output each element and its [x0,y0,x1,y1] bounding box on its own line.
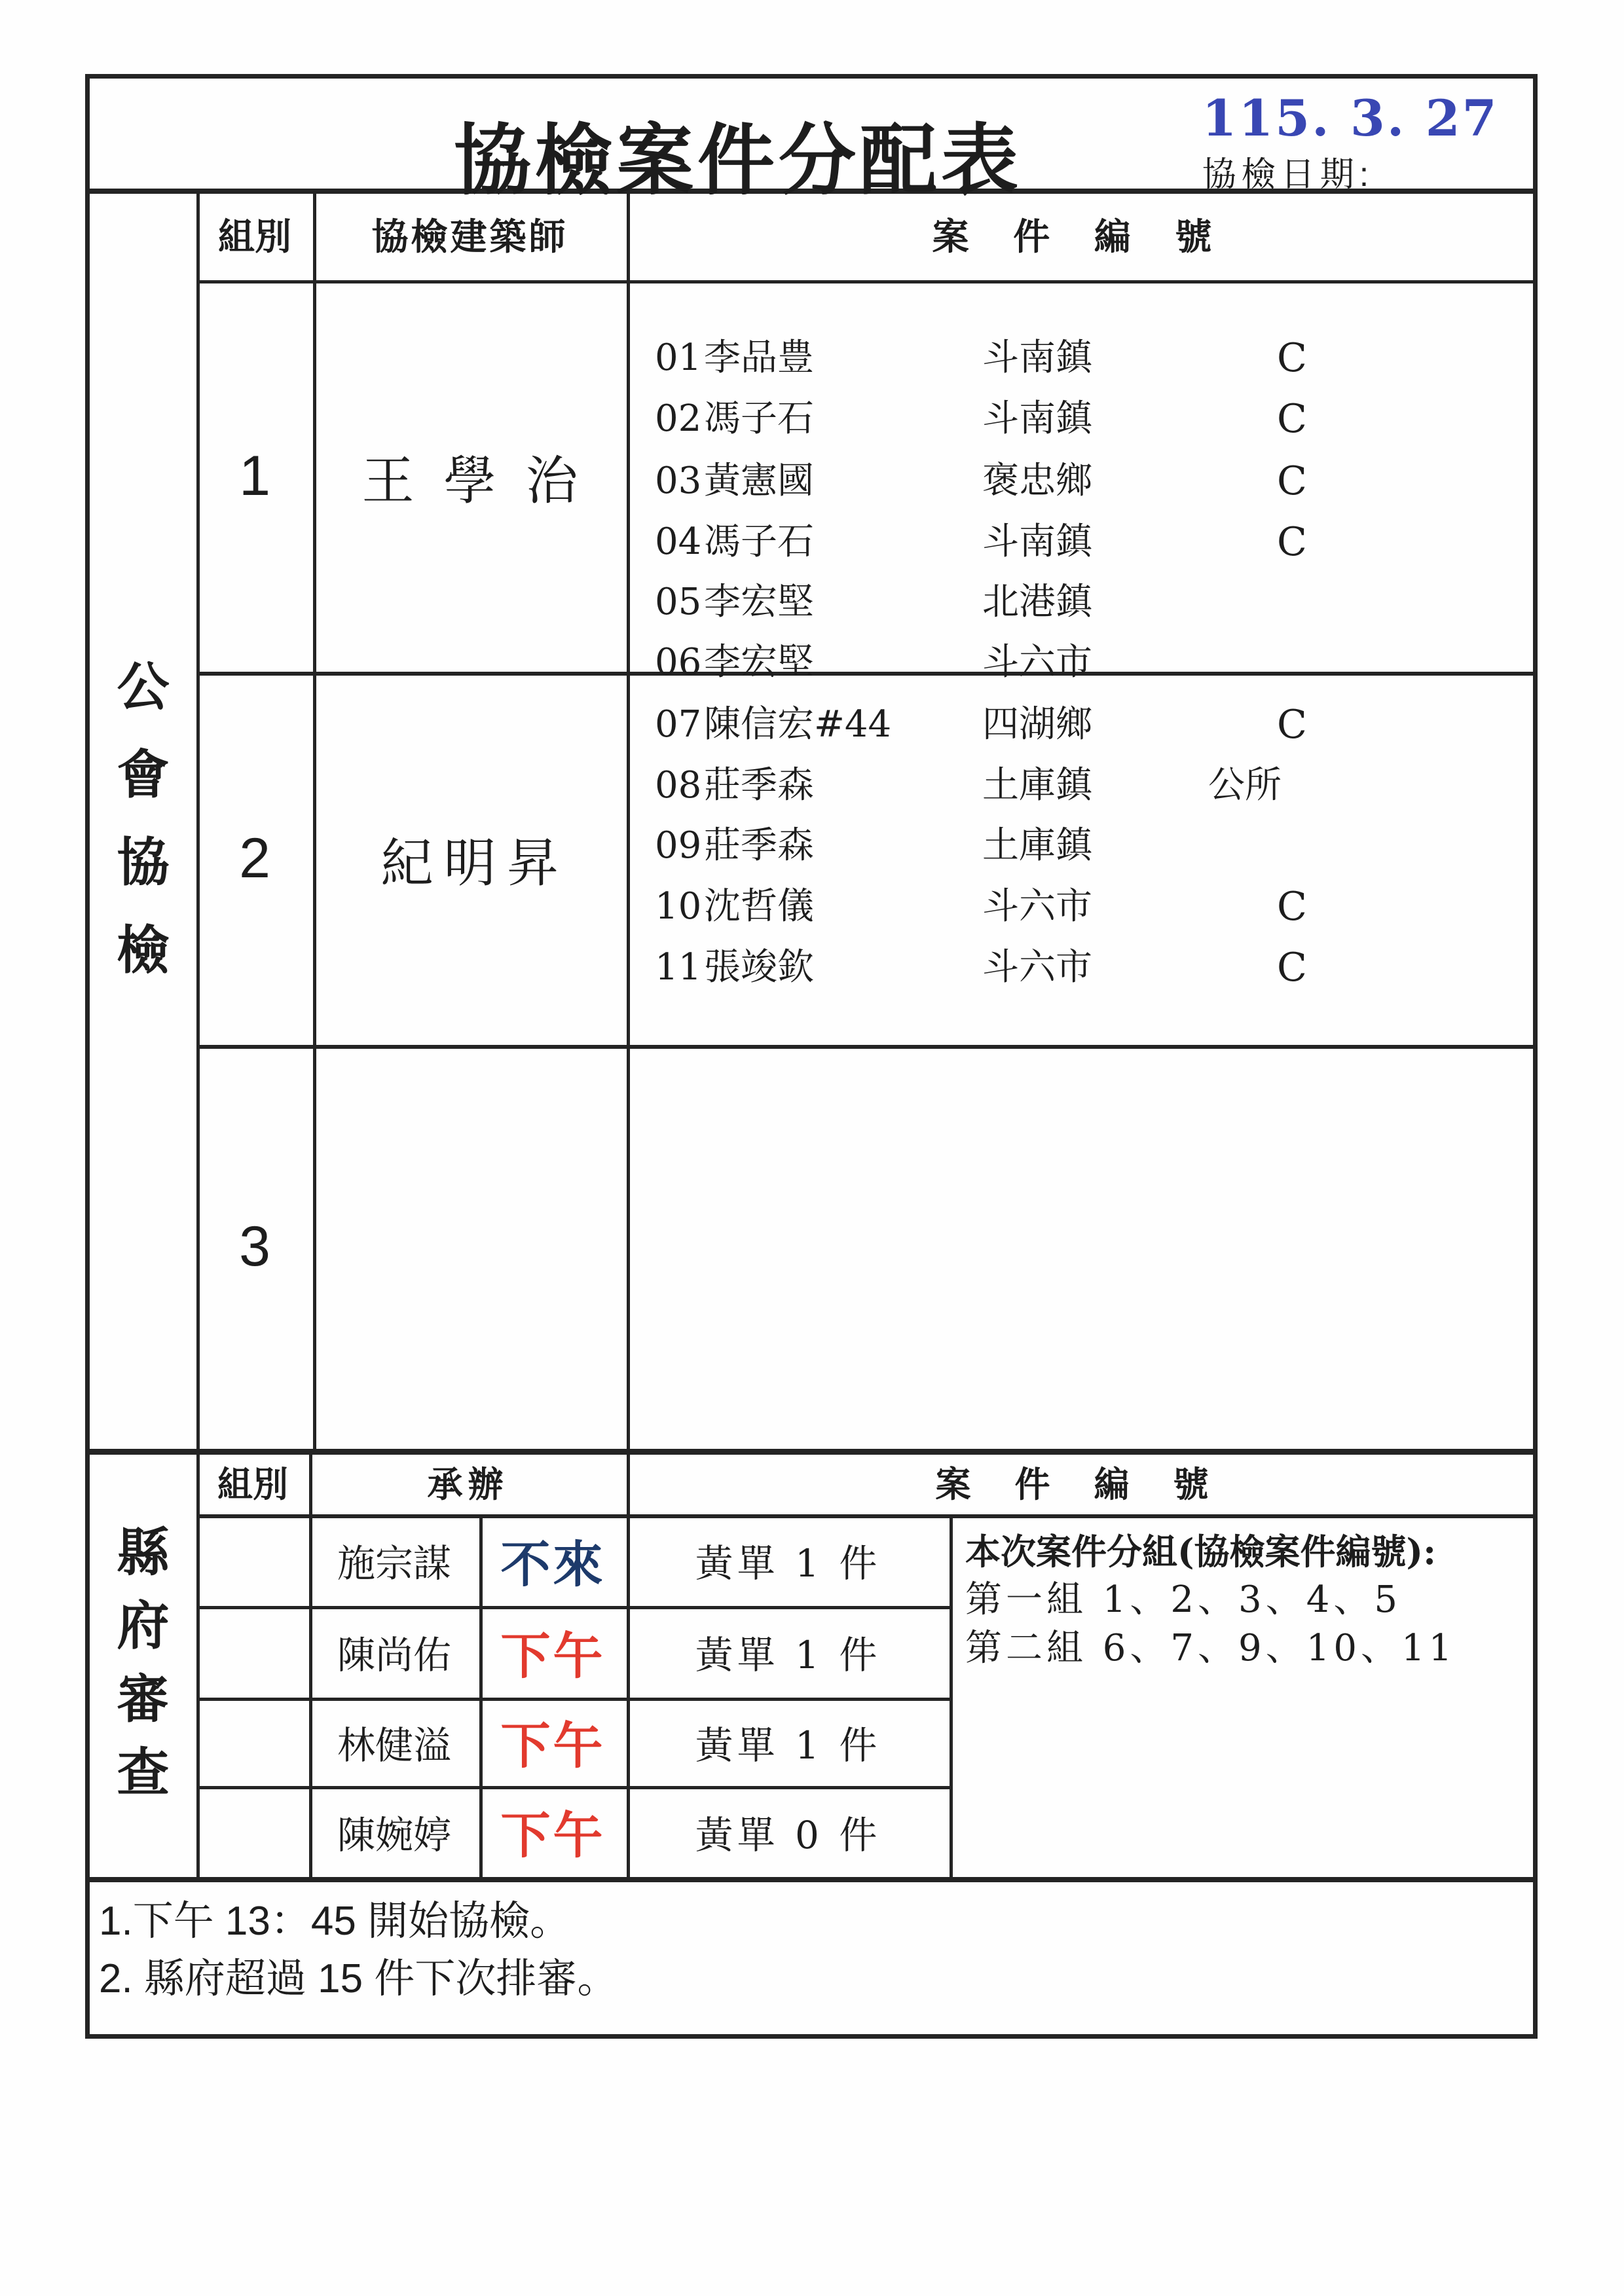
col-header-architect: 協檢建築師 [371,216,568,257]
case-number: 07 [655,703,702,746]
case-mark: C [1277,519,1307,565]
case-mark: C [1277,335,1307,381]
handler-name: 陳尚佑 [337,1633,451,1677]
col-header-case-no-county: 案 件 編 號 [935,1465,1226,1504]
handler-name: 施宗謀 [337,1541,451,1586]
case-name: 沈哲儀 [704,885,814,928]
case-town: 土庫鎮 [982,764,1092,807]
case-name: 李宏堅 [704,641,814,683]
handler-case-count: 黃單 1 件 [695,1722,881,1768]
inspection-date-label: 協檢日期: [1202,156,1375,194]
side-label-county: 縣府審查 [117,1523,170,1802]
handler-name: 陳婉婷 [337,1812,451,1857]
page-title: 協檢案件分配表 [453,118,1022,204]
assignment-form-table [85,74,1538,2039]
case-name: 李品豊 [704,337,814,379]
case-town: 斗南鎮 [982,397,1092,440]
case-number: 08 [655,764,702,807]
case-row [90,699,1534,751]
grouping-note-line2: 第二組 6、7、9、10、11 [965,1627,1456,1669]
case-row [90,941,1534,994]
case-row [90,516,1534,568]
case-number: 11 [655,946,702,989]
side-label-association: 公會協檢 [117,657,170,979]
case-town: 斗六市 [982,641,1092,683]
handler-name: 林健溢 [337,1722,451,1768]
case-town: 斗六市 [982,885,1092,928]
case-row [90,636,1534,689]
case-mark: C [1277,945,1307,991]
case-name: 馮子石 [704,397,814,440]
case-town: 北港鎮 [982,581,1092,623]
case-number: 09 [655,824,702,867]
group-number: 3 [239,1215,270,1278]
inspection-date-stamp: 115. 3. 27 [1202,89,1499,147]
case-row [90,455,1534,507]
case-town: 四湖鄉 [982,703,1092,746]
handler-status: 下午 [500,1628,606,1685]
case-name: 張竣欽 [704,946,814,989]
case-name: 陳信宏#44 [704,703,892,746]
handler-status: 不來 [500,1537,606,1593]
case-town: 斗南鎮 [982,520,1092,563]
case-mark: C [1277,702,1307,748]
case-row [90,881,1534,933]
grouping-note [950,1514,1534,1877]
case-town: 土庫鎮 [982,824,1092,867]
footer-note-2: 2. 縣府超過 15 件下次排審。 [99,1956,618,2001]
handler-status: 下午 [500,1719,606,1774]
col-header-case-no: 案 件 編 號 [932,216,1229,257]
case-row [90,759,1534,812]
case-mark: C [1277,458,1307,504]
architect-name: 王學治 [361,450,608,511]
col-header-handler: 承辦 [427,1465,509,1504]
case-name: 莊季森 [704,764,814,807]
footer-note-1: 1.下午 13：45 開始協檢。 [99,1899,571,1944]
case-town: 褒忠鄉 [982,460,1092,502]
grouping-note-title: 本次案件分組(協檢案件編號): [965,1531,1437,1573]
case-number: 01 [655,337,702,379]
case-number: 10 [655,885,702,928]
case-row [90,393,1534,445]
case-town: 斗六市 [982,946,1092,989]
handler-status: 下午 [500,1808,606,1864]
footer-notes [90,1877,1534,2034]
case-town: 斗南鎮 [982,337,1092,379]
case-row [90,820,1534,872]
case-mark: C [1277,884,1307,930]
case-number: 06 [655,641,702,683]
case-row [90,576,1534,629]
case-mark: C [1277,396,1307,442]
handler-case-count: 黃單 1 件 [695,1541,881,1586]
case-name: 莊季森 [704,824,814,867]
case-number: 03 [655,460,702,502]
group-number: 1 [239,444,270,507]
case-name: 黃憲國 [704,460,814,502]
case-name: 李宏堅 [704,581,814,623]
case-name: 馮子石 [704,520,814,563]
case-number: 04 [655,520,702,563]
col-header-group-county: 組別 [217,1465,288,1504]
case-number: 02 [655,397,702,440]
architect-name [313,1045,627,1449]
col-header-group: 組別 [218,216,291,257]
case-number: 05 [655,581,702,623]
case-tag: 公所 [1208,764,1282,807]
handler-case-count: 黃單 0 件 [695,1812,881,1857]
grouping-note-line1: 第一組 1、2、3、4、5 [965,1578,1401,1621]
case-row [90,332,1534,384]
group-number: 2 [239,826,270,890]
architect-name: 紀明昇 [380,832,570,894]
handler-case-count: 黃單 1 件 [695,1633,881,1677]
